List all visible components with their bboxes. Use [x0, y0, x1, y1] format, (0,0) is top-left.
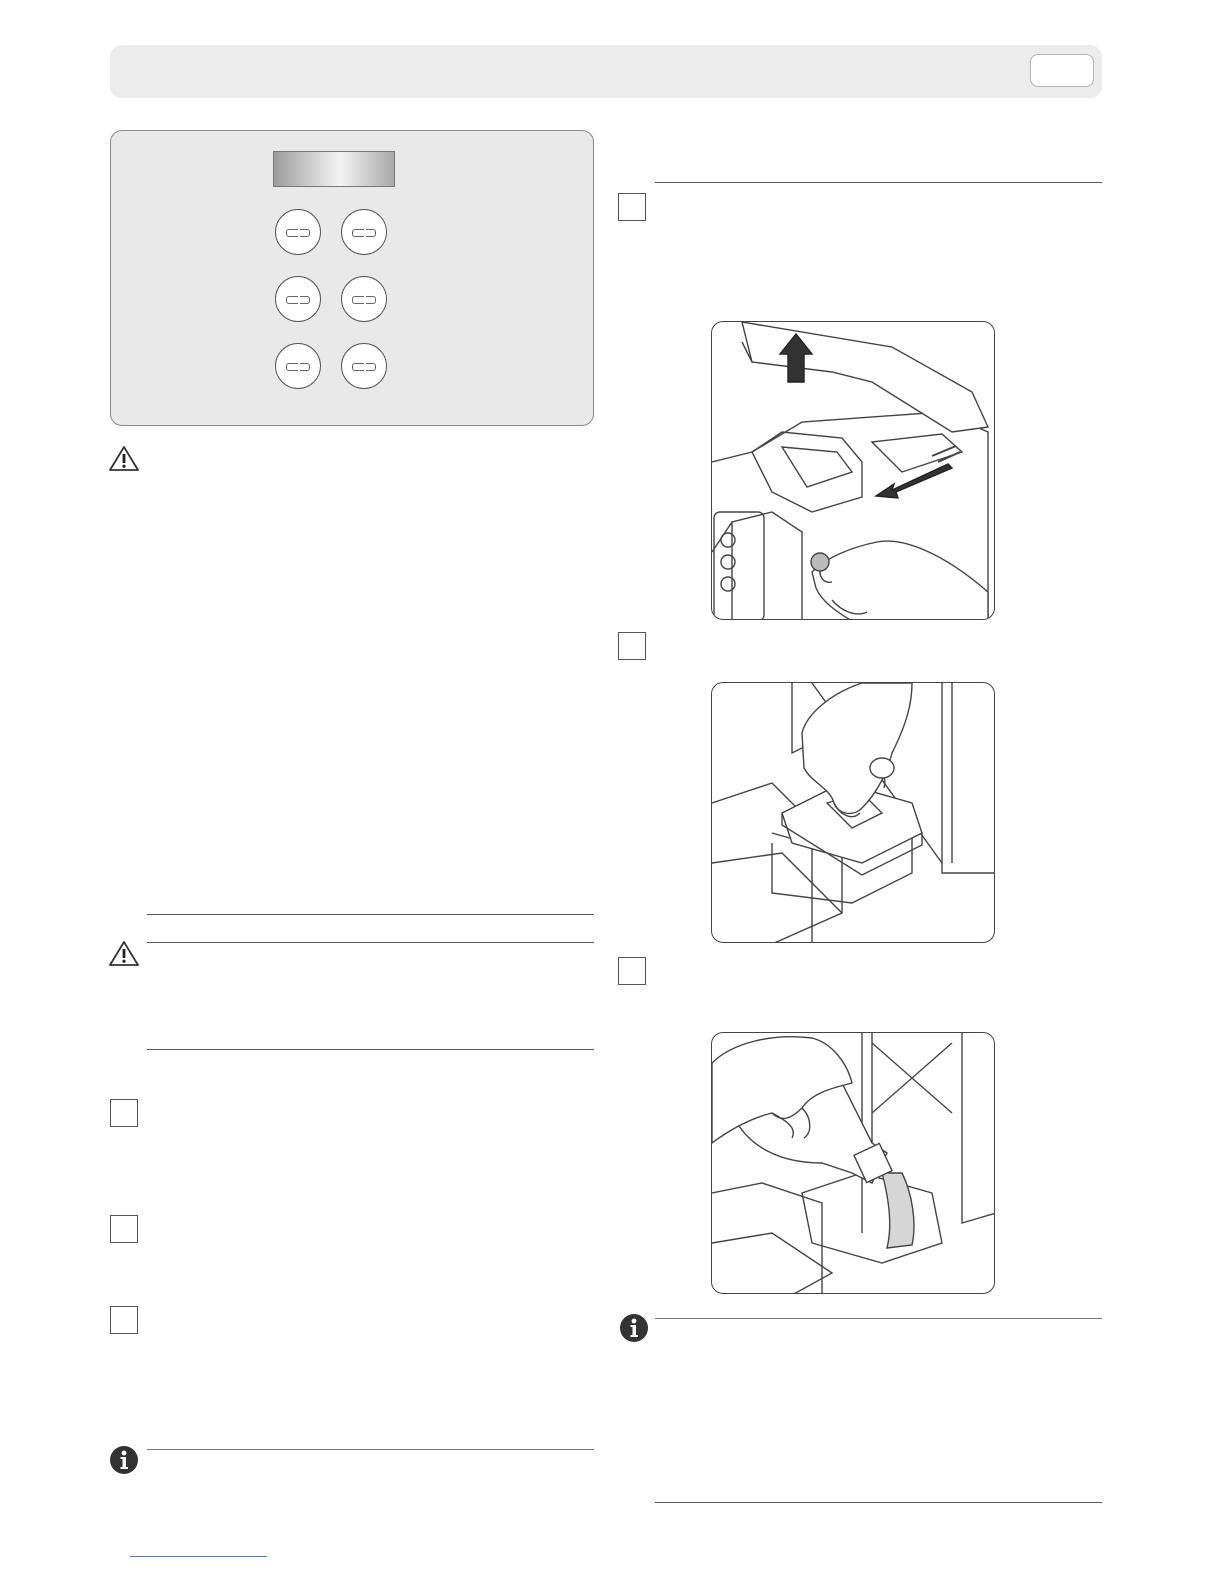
panel-button-2[interactable]: [341, 209, 387, 255]
section-rule-top: [655, 182, 1102, 183]
step-checkbox: [110, 1099, 138, 1127]
pour-water-into-tank-illustration: [711, 1032, 995, 1294]
step-checkbox: [110, 1215, 138, 1243]
page-header-bar: [110, 45, 1102, 98]
control-panel-illustration: [110, 130, 594, 426]
step-checkbox: [618, 632, 646, 660]
panel-button-3[interactable]: [275, 276, 321, 322]
panel-display: [273, 151, 395, 187]
warning-rule-bottom: [147, 1049, 594, 1050]
warning-triangle-icon: [108, 445, 140, 472]
panel-button-5[interactable]: [275, 343, 321, 389]
panel-button-4[interactable]: [341, 276, 387, 322]
info-note-rule-bottom: [655, 1502, 1102, 1503]
footer-link[interactable]: [130, 1556, 267, 1557]
open-lid-and-press-button-illustration: [711, 321, 995, 620]
info-circle-icon: [109, 1445, 139, 1475]
warning-rule-top: [147, 942, 594, 943]
step-checkbox: [110, 1306, 138, 1334]
info-circle-icon: [619, 1313, 649, 1343]
info-note-rule: [147, 1449, 594, 1450]
panel-button-1[interactable]: [275, 209, 321, 255]
warning-triangle-icon: [108, 940, 140, 967]
step-checkbox: [618, 957, 646, 985]
step-checkbox: [618, 193, 646, 221]
remove-tank-cover-illustration: [711, 682, 995, 943]
panel-button-6[interactable]: [341, 343, 387, 389]
section-rule-top: [147, 914, 594, 915]
page-number-tab: [1030, 54, 1094, 87]
info-note-rule: [655, 1318, 1102, 1319]
